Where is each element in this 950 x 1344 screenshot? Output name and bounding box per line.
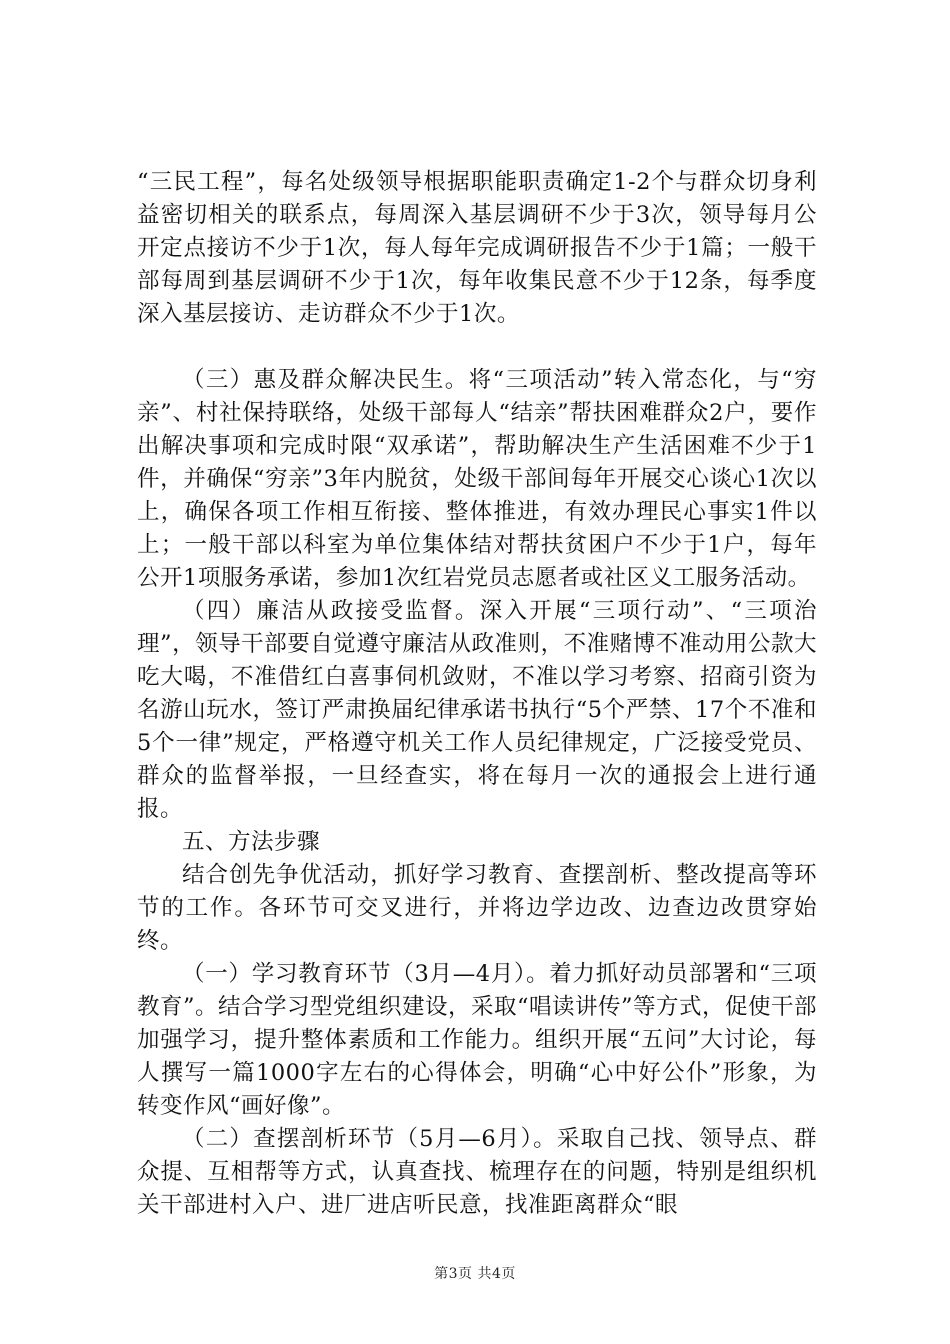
paragraph-methods-intro: 结合创先争优活动，抓好学习教育、查摆剖析、整改提高等环节的工作。各环节可交叉进行，并将边学边改、边查边改贯穿始终。 [137, 862, 817, 954]
paragraph-section-3-livelihood: （三）惠及群众解决民生。将“三项活动”转入常态化，与“穷亲”、村社保持联络，处级干部每人“结亲”帮扶困难群众2户，要作出解决事项和完成时限“双承诺”，帮助解决生产生活困难不少于1件，并确保“穷亲”3年内脱贫，处级干部间每年开展交心谈心1次以上，确保各项工作相互衔接、整体推进，有效办理民心事实1件以上；一般干部以科室为单位集体结对帮扶贫困户不少于1户，每年公开1项服务承诺，参加1次红岩党员志愿者或社区义工服务活动。 [137, 367, 817, 591]
paragraph-step-2-review: （二）查摆剖析环节（5月—6月）。采取自己找、领导点、群众提、互相帮等方式，认真查找、梳理存在的问题，特别是组织机关干部进村入户、进厂进店听民意，找准距离群众“眼 [137, 1126, 817, 1218]
heading-methods-steps: 五、方法步骤 [182, 829, 321, 855]
page-number-footer: 第3页 共4页 [434, 1266, 516, 1282]
document-body [137, 166, 817, 1222]
paragraph-section-4-integrity: （四）廉洁从政接受监督。深入开展“三项行动”、“三项治理”，领导干部要自觉遵守廉洁从政准则，不准赌博不准动用公款大吃大喝，不准借红白喜事伺机敛财，不准以学习考察、招商引资为名游山玩水，签订严肃换届纪律承诺书执行“5个严禁、17个不准和5个一律”规定，严格遵守机关工作人员纪律规定，广泛接受党员、群众的监督举报，一旦经查实，将在每月一次的通报会上进行通报。 [137, 598, 817, 822]
paragraph-step-1-learning: （一）学习教育环节（3月—4月）。着力抓好动员部署和“三项教育”。结合学习型党组织建设，采取“唱读讲传”等方式，促使干部加强学习，提升整体素质和工作能力。组织开展“五问”大讨论，每人撰写一篇1000字左右的心得体会，明确“心中好公仆”形象，为转变作风“画好像”。 [137, 961, 818, 1119]
paragraph-sanmin-project: “三民工程”，每名处级领导根据职能职责确定1-2个与群众切身利益密切相关的联系点，每周深入基层调研不少于3次，领导每月公开定点接访不少于1次，每人每年完成调研报告不少于1篇；一般干部每周到基层调研不少于1次，每年收集民意不少于12条，每季度深入基层接访、走访群众不少于1次。 [137, 169, 817, 327]
